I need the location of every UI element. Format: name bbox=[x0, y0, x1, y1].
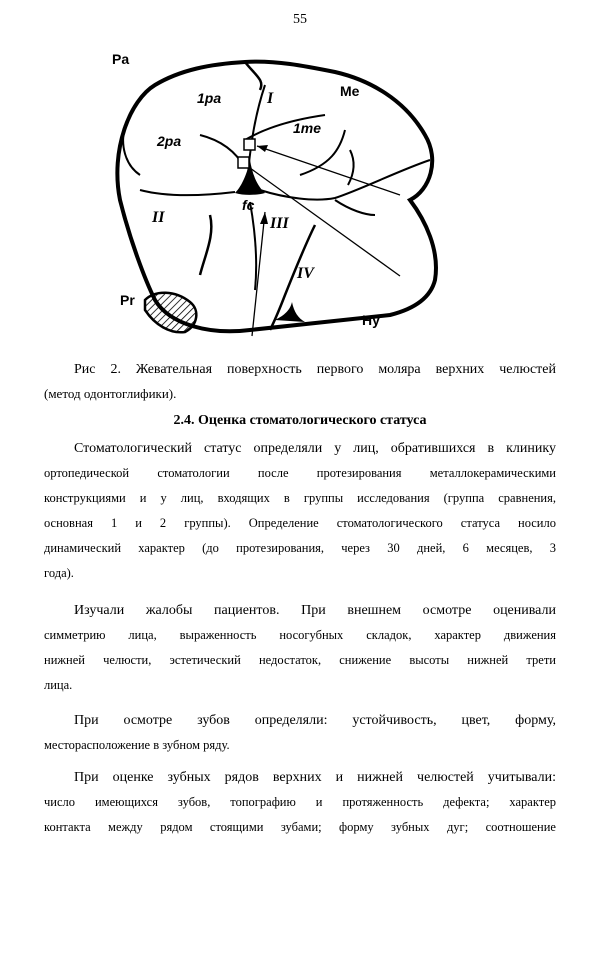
paragraph-line: симметрию лица, выраженность носогубных складок, характер движения bbox=[44, 628, 556, 642]
label-1me: 1me bbox=[293, 120, 322, 136]
paragraph-line: месторасположение в зубном ряду. bbox=[44, 738, 230, 752]
paragraph-4 bbox=[44, 765, 556, 840]
fissure-4 bbox=[140, 190, 235, 195]
upper-notch bbox=[245, 62, 261, 90]
fissure-7 bbox=[335, 200, 375, 215]
paragraph-line: Стоматологический статус определяли у лиц, обратившихся в клинику bbox=[74, 441, 556, 456]
paragraph-line: При оценке зубных рядов верхних и нижней челюстей учитывали: bbox=[74, 770, 556, 785]
paragraph-line: конструкциями и у лиц, входящих в группы исследования (группа сравнения, bbox=[44, 491, 556, 505]
section-title: 2.4. Оценка стоматологического статуса bbox=[173, 413, 427, 428]
fissure-8 bbox=[348, 150, 354, 185]
paragraph-line: число имеющихся зубов, топографию и протяженность дефекта; характер bbox=[44, 795, 556, 809]
label-me: Me bbox=[340, 83, 360, 99]
label-roman-2: II bbox=[152, 209, 165, 226]
arrow-line-1 bbox=[257, 146, 400, 195]
paragraph-line: ортопедической стоматологии после протезирования металлокерамическими bbox=[44, 466, 556, 480]
fissure-9 bbox=[200, 215, 211, 275]
tooth-outline bbox=[117, 62, 436, 332]
fissure-3 bbox=[123, 125, 140, 175]
label-pa: Pa bbox=[112, 51, 130, 67]
label-pr: Pr bbox=[120, 292, 135, 308]
label-1pa: 1pa bbox=[197, 90, 222, 106]
paragraph-line: Изучали жалобы пациентов. При внешнем осмотре оценивали bbox=[74, 603, 556, 618]
paragraph-line: лица. bbox=[44, 678, 73, 692]
label-hy: Hy bbox=[362, 312, 380, 328]
label-fc: fc bbox=[242, 197, 255, 213]
figure-caption bbox=[44, 358, 556, 406]
paragraph-line: нижней челюсти, эстетический недостаток, снижение высоты нижней трети bbox=[44, 653, 556, 667]
arrow-head-1 bbox=[257, 145, 268, 152]
molar-diagram-svg bbox=[100, 40, 520, 340]
arrow-head-3 bbox=[260, 212, 268, 224]
label-2pa: 2pa bbox=[157, 133, 182, 149]
caption-line-1: Рис 2. Жевательная поверхность первого моляра верхних челюстей bbox=[74, 362, 556, 377]
fissure-10 bbox=[250, 202, 256, 290]
label-roman-4: IV bbox=[297, 265, 314, 282]
paragraph-1 bbox=[44, 436, 556, 586]
caption-line-2: (метод одонтоглифики). bbox=[44, 386, 177, 401]
label-roman-1: I bbox=[267, 90, 274, 107]
marker-square-2 bbox=[238, 157, 249, 168]
page-number: 55 bbox=[293, 12, 307, 27]
hatched-area bbox=[145, 293, 196, 333]
label-roman-3: III bbox=[270, 215, 289, 232]
paragraph-line: года). bbox=[44, 566, 74, 580]
paragraph-line: динамический характер (до протезирования, через 30 дней, 6 месяцев, 3 bbox=[44, 541, 556, 555]
molar-occlusal-figure bbox=[100, 40, 520, 340]
paragraph-line: основная 1 и 2 группы). Определение стоматологического статуса носило bbox=[44, 516, 556, 530]
paragraph-2 bbox=[44, 598, 556, 698]
marker-square-1 bbox=[244, 139, 255, 150]
paragraph-line: При осмотре зубов определяли: устойчивость, цвет, форму, bbox=[74, 713, 556, 728]
paragraph-line: контакта между рядом стоящими зубами; форму зубных дуг; соотношение bbox=[44, 820, 556, 834]
paragraph-3 bbox=[44, 708, 556, 758]
